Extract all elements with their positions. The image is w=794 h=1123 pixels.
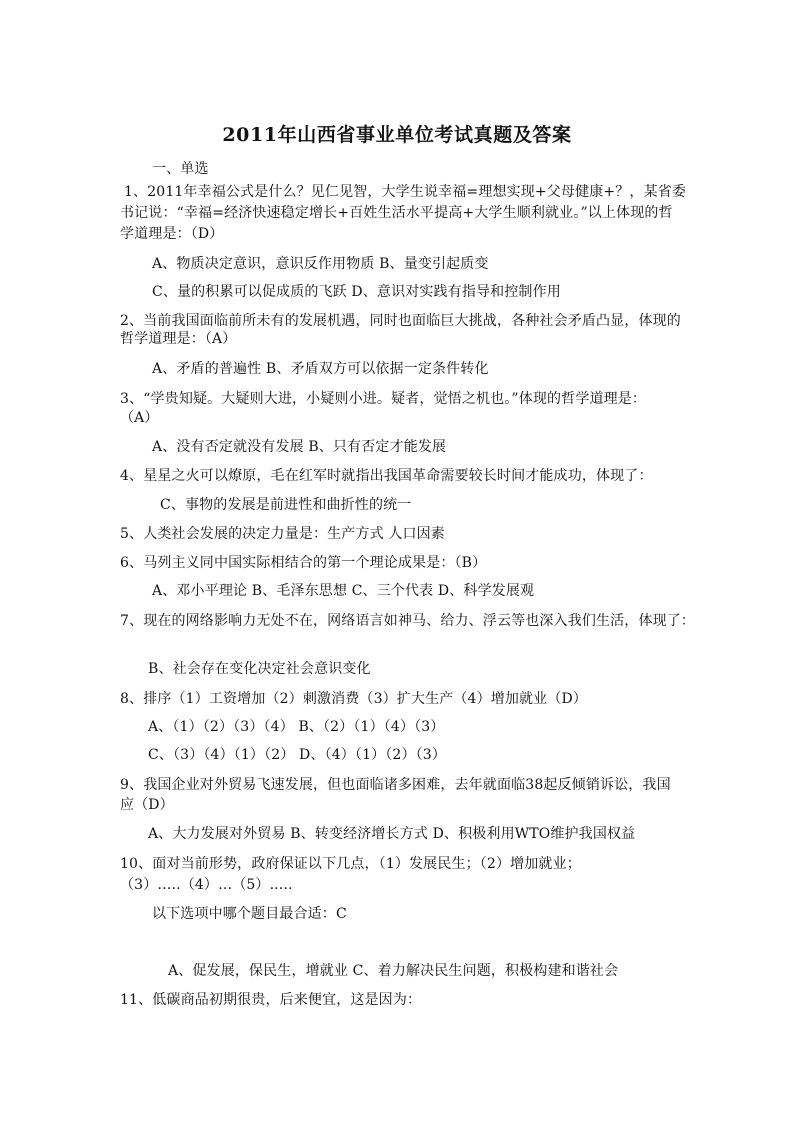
- question-text: 1、2011年幸福公式是什么？见仁见智，大学生说幸福=理想实现+父母健康+？，某省委: [124, 184, 687, 200]
- answer-option: A、大力发展对外贸易 B、转变经济增长方式 D、积极利用WTO维护我国权益: [148, 826, 636, 842]
- question-text: （3）…..（4）…（5）.....: [120, 877, 293, 893]
- question-text: 5、人类社会发展的决定力量是：生产方式 人口因素: [120, 526, 445, 542]
- question-text: 3、“学贵知疑。大疑则大进，小疑则小进。疑者，觉悟之机也。”体现的哲学道理是：: [120, 391, 647, 407]
- answer-option: C、量的积累可以促成质的飞跃 D、意识对实践有指导和控制作用: [152, 284, 561, 300]
- answer-option: C、（3）（4）（1）（2） D、（4）（1）（2）（3）: [148, 747, 446, 763]
- question-text: 哲学道理是：（A）: [120, 331, 237, 347]
- question-text: 7、现在的网络影响力无处不在，网络语言如神马、给力、浮云等也深入我们生活，体现了：: [120, 613, 696, 629]
- question-text: 应（D）: [120, 797, 174, 813]
- answer-option: C、事物的发展是前进性和曲折性的统一: [160, 497, 412, 513]
- section-heading: 一、单选: [152, 161, 209, 177]
- answer-option: A、（1）（2）（3）（4） B、（2）（1）（4）（3）: [148, 719, 445, 735]
- answer-option: A、邓小平理论 B、毛泽东思想 C、三个代表 D、科学发展观: [152, 583, 535, 599]
- answer-option: A、矛盾的普遍性 B、矛盾双方可以依据一定条件转化: [152, 361, 489, 377]
- question-text: 10、面对当前形势，政府保证以下几点，（1）发展民生；（2）增加就业；: [120, 856, 581, 872]
- question-text: 11、低碳商品初期很贵，后来便宜，这是因为：: [120, 992, 422, 1008]
- question-text: 学道理是：（D）: [120, 226, 224, 242]
- question-text: 8、排序（1）工资增加（2）刺激消费（3）扩大生产（4）增加就业（D）: [120, 691, 588, 707]
- question-text: 以下选项中哪个题目最合适：C: [152, 906, 347, 922]
- question-text: 2、当前我国面临前所未有的发展机遇，同时也面临巨大挑战，各种社会矛盾凸显，体现的: [120, 313, 681, 329]
- question-text: 6、马列主义同中国实际相结合的第一个理论成果是：（B）: [120, 555, 487, 571]
- document-title: 2011年山西省事业单位考试真题及答案: [222, 124, 572, 146]
- question-text: （A）: [120, 410, 159, 426]
- answer-option: A、没有否定就没有发展 B、只有否定才能发展: [152, 439, 447, 455]
- question-text: 9、我国企业对外贸易飞速发展，但也面临诸多困难，去年就面临38起反倾销诉讼，我国: [120, 777, 671, 793]
- answer-option: B、社会存在变化决定社会意识变化: [148, 661, 371, 677]
- answer-option: A、物质决定意识，意识反作用物质 B、量变引起质变: [152, 256, 489, 272]
- question-text: 4、星星之火可以燎原，毛在红军时就指出我国革命需要较长时间才能成功，体现了：: [120, 468, 653, 484]
- answer-option: A、促发展，保民生，增就业 C、着力解决民生问题，积极构建和谐社会: [168, 963, 619, 979]
- question-text: 书记说：“幸福=经济快速稳定增长+百姓生活水平提高+大学生顺利就业。”以上体现的哲: [120, 205, 673, 221]
